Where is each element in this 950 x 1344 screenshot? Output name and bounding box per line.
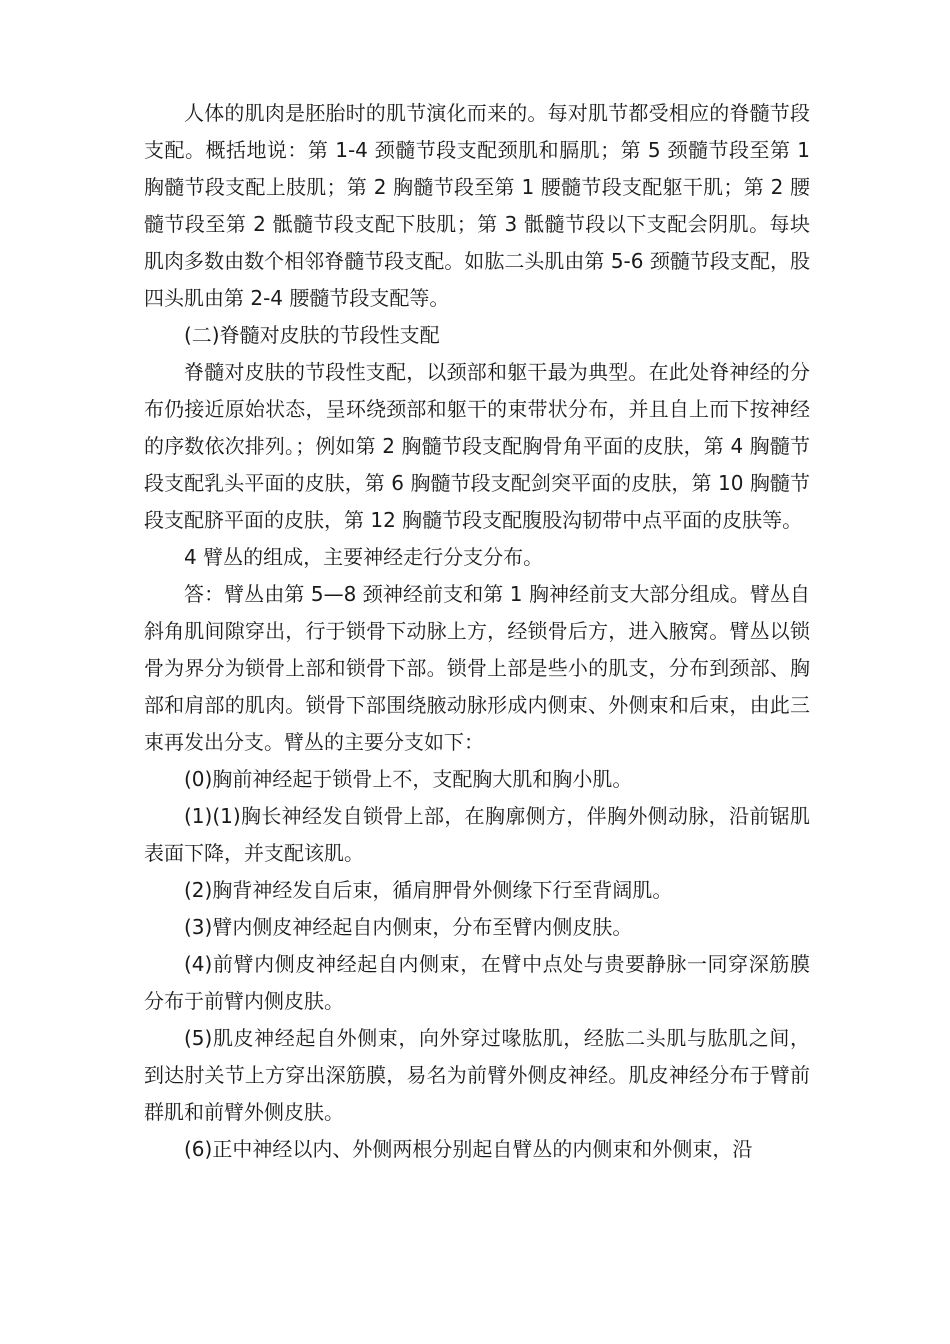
branch-item-6: (6)正中神经以内、外侧两根分别起自臂丛的内侧束和外侧束，沿 (184, 1137, 753, 1161)
branch-item-5: (5)肌皮神经起自外侧束，向外穿过喙肱肌，经肱二头肌与肱肌之间，到达肘关节上方穿出深筋膜，易名为前臂外侧皮神经。肌皮神经分布于臂前群肌和前臂外侧皮肤。 (144, 1026, 810, 1124)
paragraph-muscle-segments: 人体的肌肉是胚胎时的肌节演化而来的。每对肌节都受相应的脊髓节段支配。概括地说：第 1-4 颈髓节段支配颈肌和膈肌；第 5 颈髓节段至第 1 胸髓节段支配上肢肌；第 2 胸髓节段至第 1 腰髓节段支配躯干肌；第 2 腰髓节段至第 2 骶髓节段支配下肢肌；第 3 骶髓节段以下支配会阴肌。每块肌肉多数由数个相邻脊髓节段支配。如肱二头肌由第 5-6 颈髓节段支配，股四头肌由第 2-4 腰髓节段支配等。 (144, 101, 810, 310)
answer-brachial-plexus: 答：臂丛由第 5—8 颈神经前支和第 1 胸神经前支大部分组成。臂丛自斜角肌间隙穿出，行于锁骨下动脉上方，经锁骨后方，进入腋窝。臂丛以锁骨为界分为锁骨上部和锁骨下部。锁骨上部是些小的肌支，分布到颈部、胸部和肩部的肌肉。锁骨下部围绕腋动脉形成内侧束、外侧束和后束，由此三束再发出分支。臂丛的主要分支如下： (144, 582, 810, 754)
document-page (144, 95, 810, 1168)
branch-item-4: (4)前臂内侧皮神经起自内侧束，在臂中点处与贵要静脉一同穿深筋膜分布于前臂内侧皮肤。 (144, 952, 810, 1013)
branch-item-1: (1)(1)胸长神经发自锁骨上部，在胸廓侧方，伴胸外侧动脉，沿前锯肌表面下降，并支配该肌。 (144, 804, 810, 865)
branch-item-0: (0)胸前神经起于锁骨上不，支配胸大肌和胸小肌。 (184, 767, 633, 791)
heading-skin-segments: (二)脊髓对皮肤的节段性支配 (184, 323, 440, 347)
branch-item-2: (2)胸背神经发自后束，循肩胛骨外侧缘下行至背阔肌。 (184, 878, 673, 902)
question-brachial-plexus: 4 臂丛的组成，主要神经走行分支分布。 (184, 545, 544, 569)
branch-item-3: (3)臂内侧皮神经起自内侧束，分布至臂内侧皮肤。 (184, 915, 633, 939)
paragraph-skin-segments: 脊髓对皮肤的节段性支配，以颈部和躯干最为典型。在此处脊神经的分布仍接近原始状态，呈环绕颈部和躯干的束带状分布，并且自上而下按神经的序数依次排列。；例如第 2 胸髓节段支配胸骨角平面的皮肤，第 4 胸髓节段支配乳头平面的皮肤，第 6 胸髓节段支配剑突平面的皮肤，第 10 胸髓节段支配脐平面的皮肤，第 12 胸髓节段支配腹股沟韧带中点平面的皮肤等。 (144, 360, 810, 532)
